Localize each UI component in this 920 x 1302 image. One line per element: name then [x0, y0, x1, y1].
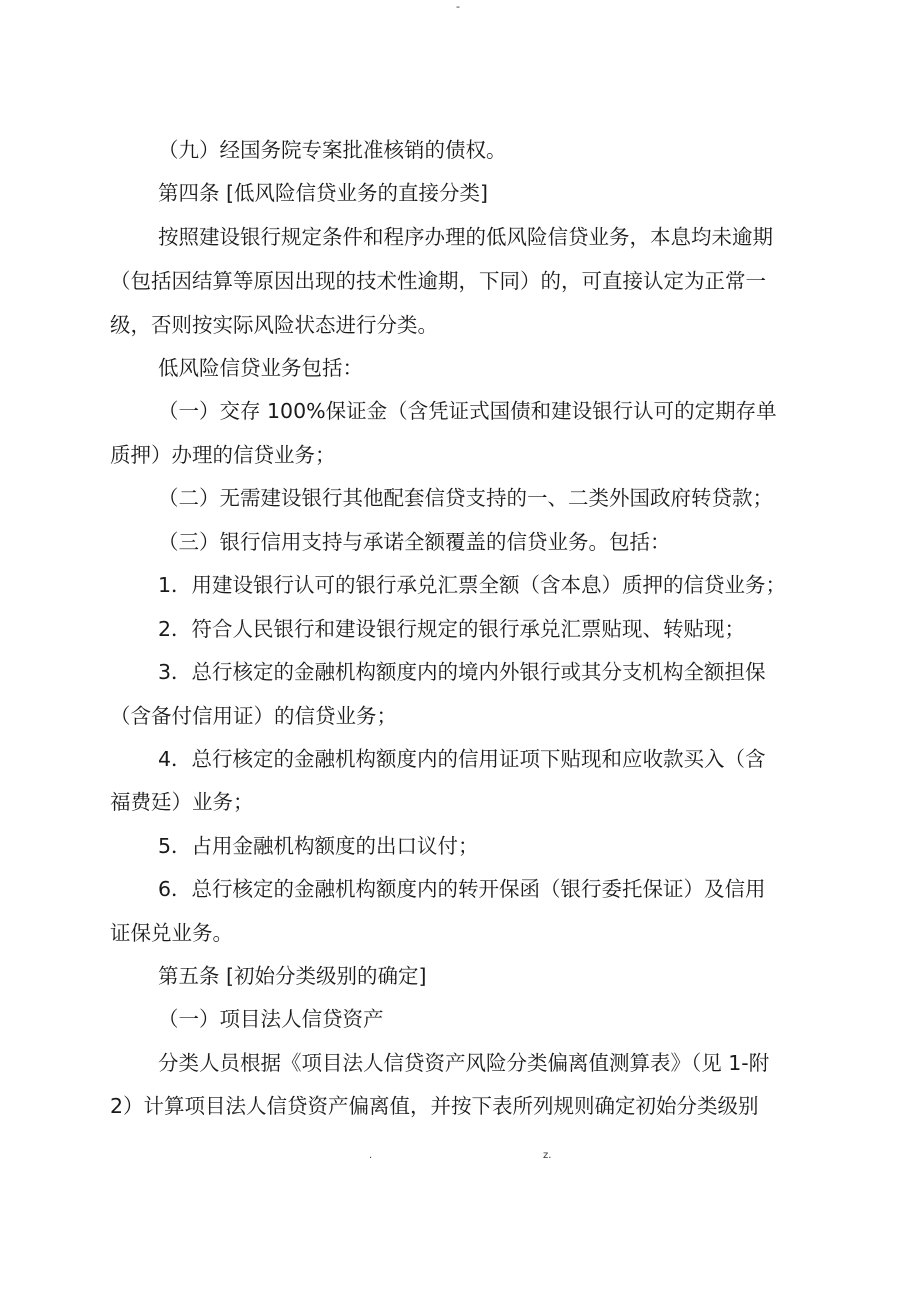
text-line: 4．总行核定的金融机构额度内的信用证项下贴现和应收款买入（含: [158, 747, 766, 771]
article-heading: 第四条 [低风险信贷业务的直接分类]: [158, 181, 489, 205]
text-line: 级，否则按实际风险状态进行分类。: [110, 313, 438, 337]
text-line: 质押）办理的信贷业务；: [110, 443, 336, 467]
text-line: （二）无需建设银行其他配套信贷支持的一、二类外国政府转贷款；: [158, 486, 773, 510]
text-line: 1．用建设银行认可的银行承兑汇票全额（含本息）质押的信贷业务；: [158, 573, 787, 597]
text-line: 5．占用金融机构额度的出口议付；: [158, 834, 479, 858]
text-line: 6．总行核定的金融机构额度内的转开保函（银行委托保证）及信用: [158, 877, 766, 901]
header-mark: -: [456, 0, 460, 13]
article-heading: 第五条 [初始分类级别的确定]: [158, 964, 427, 988]
text-line: 按照建设银行规定条件和程序办理的低风险信贷业务，本息均未逾期: [158, 225, 773, 249]
text-line: （九）经国务院专案批准核销的债权。: [158, 138, 507, 162]
text-line: （一）交存 100%保证金（含凭证式国债和建设银行认可的定期存单: [158, 399, 777, 423]
text-line: （含备付信用证）的信贷业务；: [110, 704, 397, 728]
text-line: （包括因结算等原因出现的技术性逾期，下同）的，可直接认定为正常一: [110, 269, 766, 293]
footer-right-mark: z.: [543, 1150, 552, 1161]
footer-left-mark: .: [369, 1150, 373, 1161]
text-line: （三）银行信用支持与承诺全额覆盖的信贷业务。包括：: [158, 530, 671, 554]
text-line: 3．总行核定的金融机构额度内的境内外银行或其分支机构全额担保: [158, 660, 766, 684]
text-line: 2．符合人民银行和建设银行规定的银行承兑汇票贴现、转贴现；: [158, 617, 746, 641]
text-line: （一）项目法人信贷资产: [158, 1007, 384, 1031]
text-line: 证保兑业务。: [110, 921, 233, 945]
text-line: 福费廷）业务；: [110, 790, 254, 814]
text-line: 分类人员根据《项目法人信贷资产风险分类偏离值测算表》（见 1-附: [158, 1051, 770, 1075]
text-line: 2）计算项目法人信贷资产偏离值，并按下表所列规则确定初始分类级别: [110, 1094, 759, 1118]
text-line: 低风险信贷业务包括：: [158, 356, 363, 380]
